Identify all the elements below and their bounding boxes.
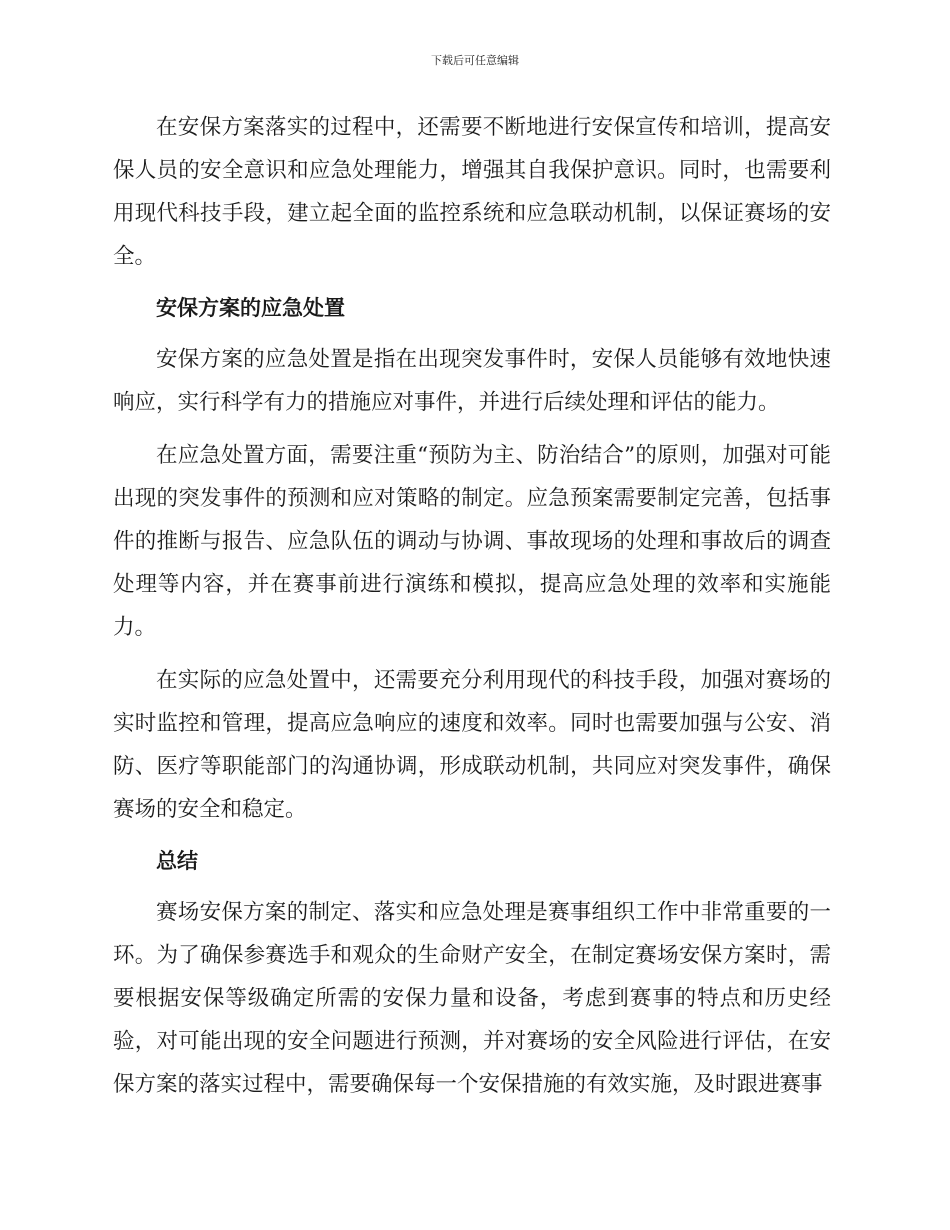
paragraph-emergency-definition: 安保方案的应急处置是指在出现突发事件时，安保人员能够有效地快速响应，实行科学有力的措施应对事件，并进行后续处理和评估的能力。: [113, 347, 831, 415]
paragraph-security-training: 在安保方案落实的过程中，还需要不断地进行安保宣传和培训，提高安保人员的安全意识和应急处理能力，增强其自我保护意识。同时，也需要利用现代科技手段，建立起全面的监控系统和应急联动机制，以保证赛场的安全。: [113, 115, 831, 269]
document-body: [113, 106, 831, 1106]
paragraph-summary: 赛场安保方案的制定、落实和应急处理是赛事组织工作中非常重要的一环。为了确保参赛选手和观众的生命财产安全，在制定赛场安保方案时，需要根据安保等级确定所需的安保力量和设备，考虑到赛事的特点和历史经验，对可能出现的安全问题进行预测，并对赛场的安全风险进行评估，在安保方案的落实过程中，需要确保每一个安保措施的有效实施，及时跟进赛事: [113, 900, 831, 1097]
page-header: 下载后可任意编辑: [431, 54, 519, 67]
heading-emergency-response: 安保方案的应急处置: [156, 296, 345, 320]
heading-summary: 总结: [156, 849, 198, 873]
paragraph-emergency-principles: 在应急处置方面，需要注重“预防为主、防治结合”的原则，加强对可能出现的突发事件的预测和应对策略的制定。应急预案需要制定完善，包括事件的推断与报告、应急队伍的调动与协调、事故现场的处理和事故后的调查处理等内容，并在赛事前进行演练和模拟，提高应急处理的效率和实施能力。: [113, 443, 831, 640]
paragraph-emergency-practice: 在实际的应急处置中，还需要充分利用现代的科技手段，加强对赛场的实时监控和管理，提高应急响应的速度和效率。同时也需要加强与公安、消防、医疗等职能部门的沟通协调，形成联动机制，共同应对突发事件，确保赛场的安全和稳定。: [113, 668, 831, 822]
